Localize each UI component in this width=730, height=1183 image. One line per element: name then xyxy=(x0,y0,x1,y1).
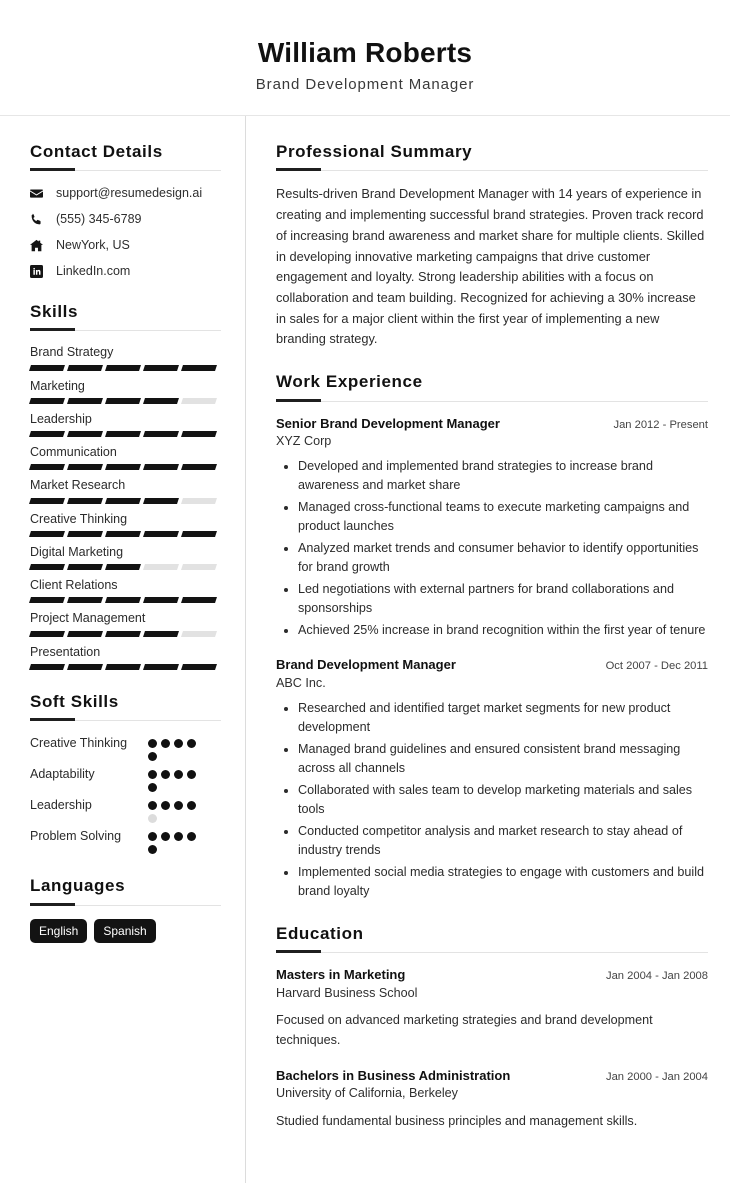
education-entry-header xyxy=(276,966,708,984)
rating-dot xyxy=(148,770,157,779)
education-degree: Masters in Marketing xyxy=(276,967,406,983)
rating-dot xyxy=(174,770,183,779)
heading-rule-accent xyxy=(30,718,75,721)
skill-bar-segment xyxy=(105,498,141,504)
languages-heading xyxy=(30,876,221,905)
section-title: Skills xyxy=(30,301,79,321)
skill-bar-segment xyxy=(67,631,103,637)
skill-bar-segment xyxy=(181,531,217,537)
education-date-range: Jan 2000 - Jan 2004 xyxy=(605,1070,708,1083)
skill-bar-segment xyxy=(105,531,141,537)
skill-item xyxy=(30,411,221,437)
soft-skill-rating xyxy=(148,765,204,792)
soft-skill-item xyxy=(30,765,221,792)
rating-dot xyxy=(148,801,157,810)
skill-bar-segment xyxy=(105,398,141,404)
skill-bar-segment xyxy=(143,365,179,371)
skill-level-bar xyxy=(30,564,216,570)
candidate-name: William Roberts xyxy=(257,37,473,68)
sidebar-column xyxy=(0,116,245,995)
skill-bar-segment xyxy=(29,464,65,470)
skill-bar-segment xyxy=(67,464,103,470)
skill-bar-segment xyxy=(67,398,103,404)
skill-label: Marketing xyxy=(30,378,85,393)
home-icon xyxy=(30,239,48,252)
education-entry-list xyxy=(276,966,708,1131)
skill-label: Client Relations xyxy=(30,578,118,593)
skill-bar-segment xyxy=(67,597,103,603)
rating-dot xyxy=(174,801,183,810)
skill-bar-segment xyxy=(29,631,65,637)
rating-dot xyxy=(148,752,157,761)
experience-bullet-list xyxy=(276,699,708,902)
experience-date-range: Jan 2012 - Present xyxy=(613,418,708,431)
rating-dot xyxy=(148,845,157,854)
skill-bar-segment xyxy=(29,365,65,371)
contact-item-phone[interactable] xyxy=(30,211,221,228)
rating-dot xyxy=(148,783,157,792)
skill-level-bar xyxy=(30,365,216,371)
skill-bar-segment xyxy=(105,564,141,570)
soft-skills-list xyxy=(30,734,221,854)
heading-rule-accent xyxy=(30,168,75,171)
skill-bar-segment xyxy=(181,597,217,603)
skill-bar-segment xyxy=(29,498,65,504)
skill-bar-segment xyxy=(105,464,141,470)
education-school: University of California, Berkeley xyxy=(276,1086,458,1101)
section-title: Contact Details xyxy=(30,142,163,162)
soft-skill-item xyxy=(30,796,221,823)
experience-role: Senior Brand Development Manager xyxy=(276,415,500,431)
experience-bullet: • Conducted competitor analysis and market research to stay ahead of industry trends xyxy=(298,822,708,861)
heading-rule-accent xyxy=(276,168,321,171)
skill-bar-segment xyxy=(181,464,217,470)
experience-bullet: • Achieved 25% increase in brand recognition within the first year of tenure xyxy=(298,621,708,641)
rating-dot xyxy=(161,770,170,779)
skill-bar-segment xyxy=(29,564,65,570)
skill-level-bar xyxy=(30,464,216,470)
skill-item xyxy=(30,644,221,670)
section-title: Professional Summary xyxy=(276,142,473,162)
skill-bar-segment xyxy=(143,564,179,570)
resume-body xyxy=(0,116,730,1183)
language-pill-list xyxy=(30,919,221,943)
professional-summary-text: Results-driven Brand Development Manager with 14 years of experience in creating and implementing successful brand strategies. Proven track record of increasing brand awareness and market share for multiple clients. Skilled in developing innovative marketing campaigns that drive customer engagement and loyalty. Strong leadership abilities with a focus on collaboration and team building. Recognized for achieving a 30% increase in sales for a major client within the first year of implementing a new branding strategy. xyxy=(276,186,705,347)
contact-item-email[interactable] xyxy=(30,185,221,202)
phone-icon xyxy=(30,213,48,226)
heading-rule-accent xyxy=(30,903,75,906)
skill-level-bar xyxy=(30,664,216,670)
skill-bar-segment xyxy=(29,398,65,404)
education-degree: Bachelors in Business Administration xyxy=(276,1067,511,1083)
skill-label: Digital Marketing xyxy=(30,544,124,559)
skill-bar-segment xyxy=(67,531,103,537)
skill-bar-segment xyxy=(105,365,141,371)
soft-skill-item xyxy=(30,827,221,854)
skill-bar-segment xyxy=(67,498,103,504)
soft-skills-section xyxy=(30,692,221,854)
rating-dot xyxy=(187,770,196,779)
education-entry-header xyxy=(276,1067,708,1085)
education-entry xyxy=(276,966,708,1050)
experience-bullet: • Developed and implemented brand strategies to increase brand awareness and market share xyxy=(298,457,708,496)
skills-list xyxy=(30,344,221,670)
professional-summary-section xyxy=(276,142,708,350)
skill-level-bar xyxy=(30,498,216,504)
skill-level-bar xyxy=(30,431,216,437)
skill-bar-segment xyxy=(67,664,103,670)
rating-dot xyxy=(174,832,183,841)
education-school: Harvard Business School xyxy=(276,985,418,1000)
soft-skills-heading xyxy=(30,692,221,721)
skill-label: Presentation xyxy=(30,644,101,659)
experience-entry xyxy=(276,656,708,901)
skill-bar-segment xyxy=(143,531,179,537)
skill-bar-segment xyxy=(181,498,217,504)
experience-bullet: • Collaborated with sales team to develop marketing materials and sales tools xyxy=(298,781,708,820)
skill-bar-segment xyxy=(143,664,179,670)
candidate-job-title: Brand Development Manager xyxy=(255,76,475,94)
skill-bar-segment xyxy=(181,431,217,437)
envelope-icon xyxy=(30,187,48,200)
skill-bar-segment xyxy=(67,431,103,437)
experience-bullet: • Managed brand guidelines and ensured consistent brand messaging across all channels xyxy=(298,740,708,779)
rating-dot xyxy=(148,832,157,841)
experience-company: XYZ Corp xyxy=(276,434,332,449)
main-column xyxy=(245,116,730,1183)
skill-bar-segment xyxy=(181,564,217,570)
skill-bar-segment xyxy=(29,431,65,437)
skill-item xyxy=(30,544,221,570)
heading-rule-accent xyxy=(276,399,321,402)
skill-bar-segment xyxy=(105,664,141,670)
heading-rule-light xyxy=(276,952,708,953)
soft-skill-label: Leadership xyxy=(30,798,92,813)
skill-label: Project Management xyxy=(30,611,146,626)
skill-item xyxy=(30,378,221,404)
experience-entry-header xyxy=(276,656,708,674)
professional-summary-heading xyxy=(276,142,708,171)
rating-dot xyxy=(187,801,196,810)
experience-bullet: • Researched and identified target market segments for new product development xyxy=(298,699,708,738)
experience-bullet: • Analyzed market trends and consumer behavior to identify opportunities for brand growth xyxy=(298,539,708,578)
heading-rule-light xyxy=(276,401,708,402)
rating-dot xyxy=(161,739,170,748)
skill-bar-segment xyxy=(181,398,217,404)
skill-bar-segment xyxy=(67,564,103,570)
education-heading xyxy=(276,924,708,953)
skill-bar-segment xyxy=(105,431,141,437)
section-title: Languages xyxy=(30,876,126,896)
contact-item-location[interactable] xyxy=(30,237,221,254)
experience-bullet: • Led negotiations with external partners for brand collaborations and sponsorships xyxy=(298,580,708,619)
skill-bar-segment xyxy=(181,664,217,670)
skill-bar-segment xyxy=(143,498,179,504)
skill-bar-segment xyxy=(181,631,217,637)
skill-label: Brand Strategy xyxy=(30,345,114,360)
contact-email-text: support@resumedesign.ai xyxy=(56,186,203,201)
experience-bullet: • Implemented social media strategies to engage with customers and build brand loyalty xyxy=(298,863,708,902)
skill-bar-segment xyxy=(143,464,179,470)
education-date-range: Jan 2004 - Jan 2008 xyxy=(605,970,708,983)
rating-dot xyxy=(187,739,196,748)
skill-bar-segment xyxy=(29,597,65,603)
language-pill: English xyxy=(30,919,87,943)
skill-label: Communication xyxy=(30,445,117,460)
skill-level-bar xyxy=(30,531,216,537)
skill-bar-segment xyxy=(181,365,217,371)
soft-skill-rating xyxy=(148,734,204,761)
experience-bullet-list xyxy=(276,457,708,641)
soft-skill-rating xyxy=(148,796,204,823)
contact-details-section xyxy=(30,142,221,280)
soft-skill-item xyxy=(30,734,221,761)
skill-label: Creative Thinking xyxy=(30,511,128,526)
work-experience-section xyxy=(276,372,708,902)
contact-phone-text: (555) 345-6789 xyxy=(56,212,142,227)
resume-header xyxy=(0,0,730,116)
rating-dot xyxy=(174,739,183,748)
experience-bullet: • Managed cross-functional teams to execute marketing campaigns and product launches xyxy=(298,498,708,537)
skill-bar-segment xyxy=(105,631,141,637)
education-entry xyxy=(276,1067,708,1132)
section-title: Soft Skills xyxy=(30,691,119,711)
skill-item xyxy=(30,477,221,503)
contact-list xyxy=(30,185,221,280)
contact-details-heading xyxy=(30,142,221,171)
contact-linkedin-text: LinkedIn.com xyxy=(56,264,131,279)
skill-bar-segment xyxy=(105,597,141,603)
rating-dot xyxy=(148,739,157,748)
skill-level-bar xyxy=(30,631,216,637)
soft-skill-label: Creative Thinking xyxy=(30,736,128,751)
section-title: Work Experience xyxy=(276,372,423,392)
skill-item xyxy=(30,344,221,370)
skills-heading xyxy=(30,302,221,331)
section-title: Education xyxy=(276,923,364,943)
skill-bar-segment xyxy=(143,398,179,404)
contact-item-linkedin[interactable] xyxy=(30,263,221,280)
skill-item xyxy=(30,444,221,470)
skill-bar-segment xyxy=(143,631,179,637)
skill-label: Market Research xyxy=(30,478,126,493)
language-pill: Spanish xyxy=(94,919,155,943)
heading-rule-accent xyxy=(30,328,75,331)
skill-item xyxy=(30,610,221,636)
rating-dot xyxy=(187,832,196,841)
soft-skill-label: Adaptability xyxy=(30,767,95,782)
skill-bar-segment xyxy=(29,664,65,670)
skill-bar-segment xyxy=(29,531,65,537)
education-section xyxy=(276,924,708,1132)
education-description: Studied fundamental business principles and management skills. xyxy=(276,1113,638,1128)
skill-bar-segment xyxy=(143,431,179,437)
rating-dot xyxy=(148,814,157,823)
languages-section xyxy=(30,876,221,943)
experience-date-range: Oct 2007 - Dec 2011 xyxy=(605,660,708,673)
skill-level-bar xyxy=(30,597,216,603)
skill-bar-segment xyxy=(67,365,103,371)
linkedin-icon xyxy=(30,265,48,278)
contact-location-text: NewYork, US xyxy=(56,238,130,253)
skill-level-bar xyxy=(30,398,216,404)
skill-bar-segment xyxy=(143,597,179,603)
soft-skill-rating xyxy=(148,827,204,854)
experience-company: ABC Inc. xyxy=(276,675,326,690)
education-description: Focused on advanced marketing strategies and brand development techniques. xyxy=(276,1013,653,1047)
soft-skill-label: Problem Solving xyxy=(30,829,122,844)
rating-dot xyxy=(161,832,170,841)
experience-entry xyxy=(276,415,708,641)
experience-entry-header xyxy=(276,415,708,433)
heading-rule-accent xyxy=(276,950,321,953)
rating-dot xyxy=(161,801,170,810)
skill-label: Leadership xyxy=(30,411,92,426)
skill-item xyxy=(30,511,221,537)
experience-entry-list xyxy=(276,415,708,902)
skills-section xyxy=(30,302,221,670)
heading-rule-light xyxy=(276,170,708,171)
work-experience-heading xyxy=(276,372,708,401)
experience-role: Brand Development Manager xyxy=(276,657,456,673)
skill-item xyxy=(30,577,221,603)
